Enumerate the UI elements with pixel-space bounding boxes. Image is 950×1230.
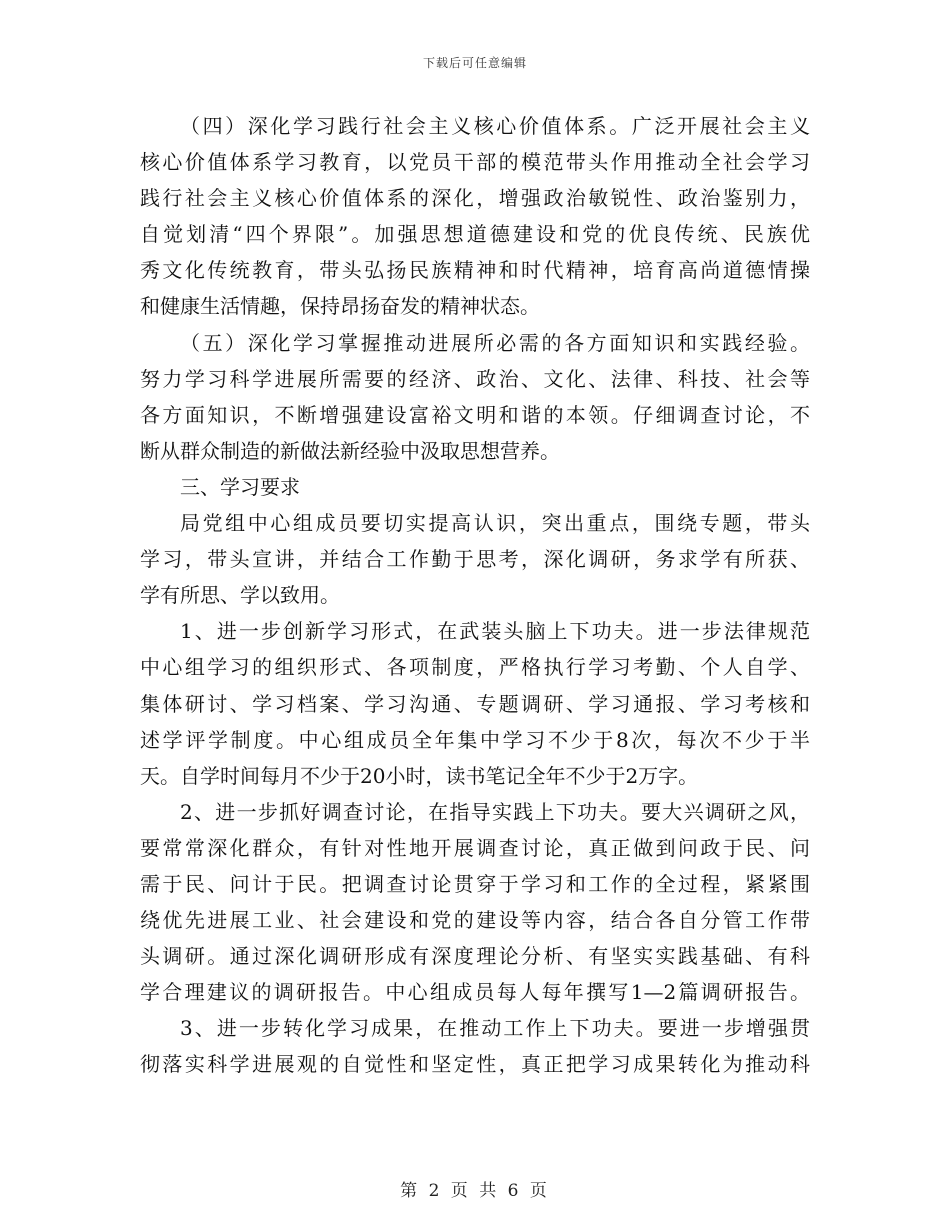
text-line: 3、进一步转化学习成果，在推动工作上下功夫。要进一步增强贯 — [180, 1016, 810, 1041]
text-line: 述学评学制度。中心组成员全年集中学习不少于8次，每次不少于半 — [140, 727, 810, 752]
text-line: 1、进一步创新学习形式，在武装头脑上下功夫。进一步法律规范 — [180, 619, 810, 644]
text-line: （五）深化学习掌握推动进展所必需的各方面知识和实践经验。 — [180, 330, 810, 355]
text-line: 中心组学习的组织形式、各项制度，严格执行学习考勤、个人自学、 — [140, 655, 810, 680]
text-line: 2、进一步抓好调查讨论，在指导实践上下功夫。要大兴调研之风， — [180, 799, 810, 824]
text-line: 局党组中心组成员要切实提高认识，突出重点，围绕专题，带头 — [180, 511, 810, 536]
document-body — [140, 108, 810, 1083]
page-footer: 第 2 页 共 6 页 — [400, 1181, 550, 1201]
text-line: 头调研。通过深化调研形成有深度理论分析、有坚实实践基础、有科 — [140, 944, 810, 969]
text-line: 集体研讨、学习档案、学习沟通、专题调研、学习通报、学习考核和 — [140, 691, 810, 716]
text-line: 天。自学时间每月不少于20小时，读书笔记全年不少于2万字。 — [140, 763, 699, 788]
text-line: 各方面知识，不断增强建设富裕文明和谐的本领。仔细调查讨论，不 — [140, 402, 810, 427]
text-line: 需于民、问计于民。把调查讨论贯穿于学习和工作的全过程，紧紧围 — [140, 871, 810, 896]
text-line: 绕优先进展工业、社会建设和党的建设等内容，结合各自分管工作带 — [140, 908, 810, 933]
text-line: 彻落实科学进展观的自觉性和坚定性，真正把学习成果转化为推动科 — [140, 1052, 810, 1077]
text-line: 核心价值体系学习教育，以党员干部的模范带头作用推动全社会学习 — [140, 150, 810, 175]
text-line: 努力学习科学进展所需要的经济、政治、文化、法律、科技、社会等 — [140, 366, 810, 391]
text-line: 学有所思、学以致用。 — [140, 583, 340, 608]
text-line: 学习，带头宣讲，并结合工作勤于思考，深化调研，务求学有所获、 — [140, 547, 810, 572]
text-line: 断从群众制造的新做法新经验中汲取思想营养。 — [140, 438, 560, 463]
text-line: 要常常深化群众，有针对性地开展调查讨论，真正做到问政于民、问 — [140, 835, 810, 860]
text-line: 学合理建议的调研报告。中心组成员每人每年撰写1—2篇调研报告。 — [140, 980, 810, 1005]
text-line: （四）深化学习践行社会主义核心价值体系。广泛开展社会主义 — [180, 114, 810, 138]
text-line: 自觉划清“四个界限”。加强思想道德建设和党的优良传统、民族优 — [140, 222, 810, 247]
text-line: 三、学习要求 — [180, 474, 300, 499]
text-line: 践行社会主义核心价值体系的深化，增强政治敏锐性、政治鉴别力， — [140, 186, 810, 211]
page-header: 下载后可任意编辑 — [422, 56, 527, 70]
text-line: 和健康生活情趣，保持昂扬奋发的精神状态。 — [140, 294, 540, 319]
text-line: 秀文化传统教育，带头弘扬民族精神和时代精神，培育高尚道德情操 — [140, 258, 810, 283]
